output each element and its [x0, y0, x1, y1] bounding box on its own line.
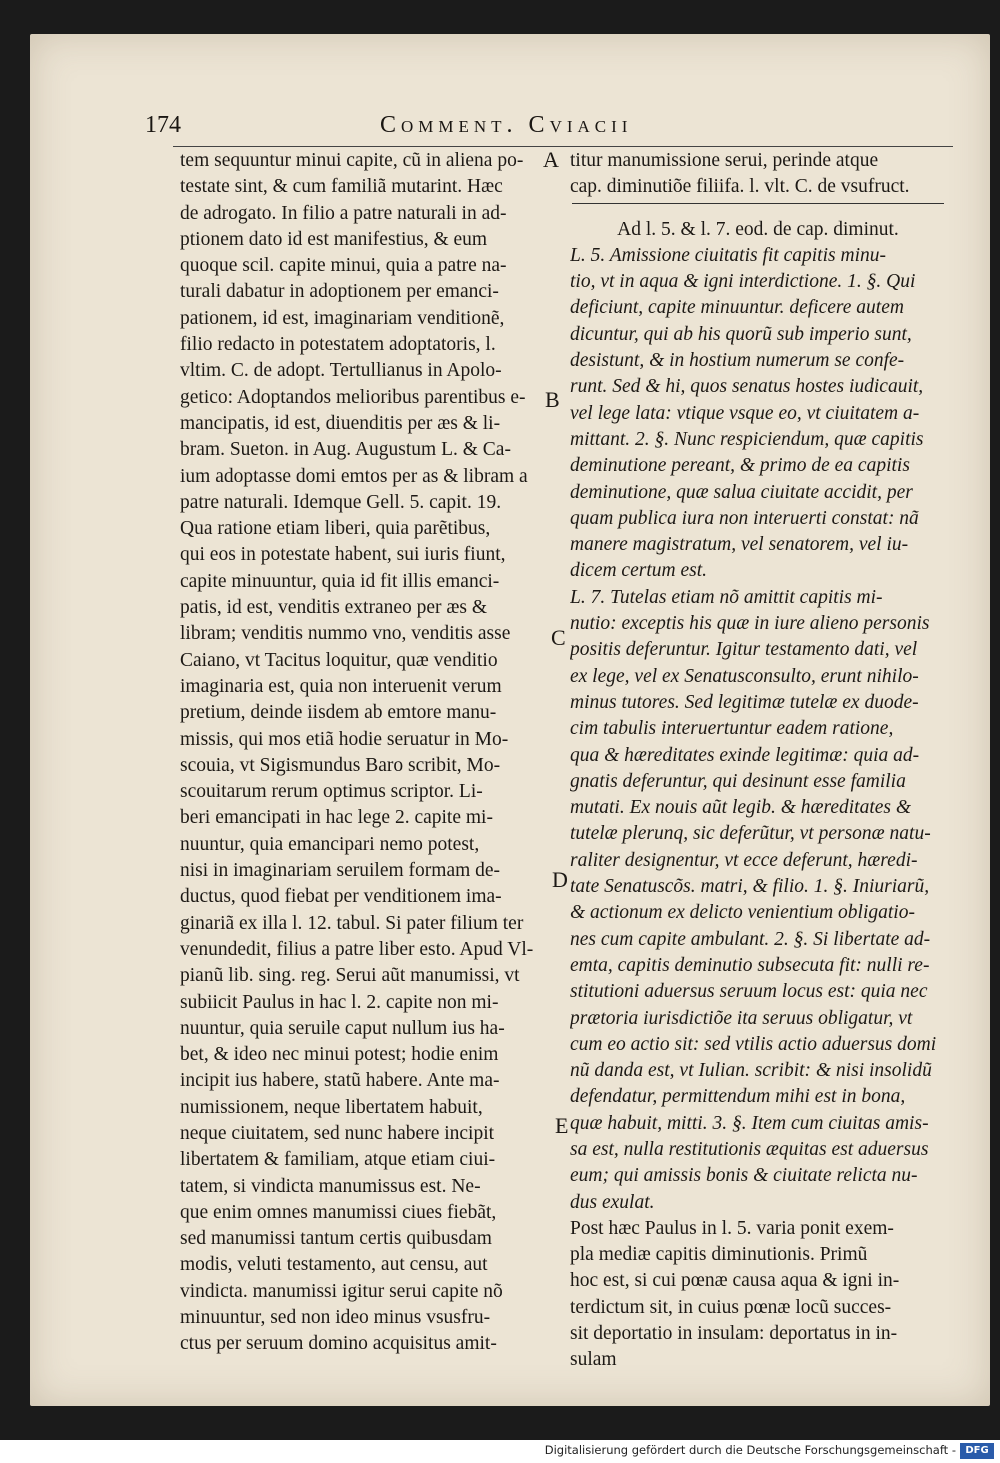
text-line: dicem certum est. — [570, 560, 707, 582]
text-line: nisi in imaginariam seruilem formam de- — [180, 860, 501, 882]
text-line: cim tabulis interuertuntur eadem ratione, — [570, 718, 894, 740]
margin-letter-b: B — [545, 387, 560, 412]
text-line: incipit ius habere, statũ habere. Ante ma- — [180, 1070, 500, 1092]
text-line: libertatem & familiam, atque etiam ciui- — [180, 1149, 496, 1171]
text-line: libram; venditis nummo vno, venditis asse — [180, 623, 511, 645]
header-rule — [173, 146, 953, 147]
text-line: scouitarum rerum optimus scriptor. Li- — [180, 781, 483, 803]
text-line: Caiano, vt Tacitus loquitur, quæ venditio — [180, 649, 498, 671]
text-line: tatem, si vindicta manumissus est. Ne- — [180, 1175, 481, 1197]
text-line: defendatur, permittendum mihi est in bona, — [570, 1086, 906, 1108]
margin-letter-c: C — [551, 625, 566, 650]
text-line: patis, id est, venditis extraneo per æs & — [180, 597, 488, 619]
text-line: nutio: exceptis his quæ in iure alieno personis — [570, 613, 930, 635]
text-line: getico: Adoptandos melioribus parentibus e- — [180, 386, 526, 408]
text-line: titur manumissione serui, perinde atque — [570, 150, 879, 171]
text-line: beri emancipati in hac lege 2. capite mi- — [180, 807, 493, 829]
text-line: ium adoptasse domi emtos per as & libram a — [180, 465, 528, 487]
text-line: quoque scil. capite minui, quia a patre na- — [180, 255, 507, 277]
text-line: vindicta. manumissi igitur serui capite nõ — [180, 1280, 503, 1302]
text-line: L. 5. Amissione ciuitatis fit capitis minu- — [570, 244, 886, 266]
text-line: venundedit, filius a patre liber esto. Apud Vl- — [180, 938, 534, 960]
text-line: nes cum capite ambulant. 2. §. Si libertate ad- — [570, 928, 931, 950]
text-line: tio, vt in aqua & igni interdictione. 1. §. Qui — [570, 271, 916, 293]
text-line: tate Senatuscõs. matri, & filio. 1. §. Iniuriarũ, — [570, 876, 930, 898]
text-line: pretium, deinde iisdem ab emtore manu- — [180, 702, 497, 724]
text-line: nuuntur, quia seruile caput nullum ius ha- — [180, 1017, 505, 1039]
text-line: bet, & ideo nec minui potest; hodie enim — [180, 1044, 499, 1066]
text-line: stitutioni aduersus seruum locus est: quia nec — [570, 981, 928, 1003]
text-line: neque ciuitatem, sed nunc habere incipit — [180, 1122, 495, 1144]
page-header — [145, 112, 945, 148]
running-title: Comment. Cviacii — [380, 112, 633, 138]
footer-bar — [0, 1440, 1000, 1463]
text-line: runt. Sed & hi, quos senatus hostes iudicauit, — [570, 376, 924, 398]
text-line: quam publica iura non interuerti constat: nã — [570, 507, 919, 529]
dfg-logo-icon: DFG — [960, 1443, 994, 1459]
text-line: sa est, nulla restitutionis æquitas est aduersus — [570, 1138, 929, 1160]
text-line: positis deferuntur. Igitur testamento dati, vel — [570, 639, 918, 661]
text-line: desistunt, & in hostium numerum se confe- — [570, 350, 905, 372]
text-line: manere magistratum, vel senatorem, vel iu- — [570, 534, 909, 556]
margin-letter-e: E — [555, 1113, 569, 1138]
footer-credit: Digitalisierung gefördert durch die Deutsche Forschungsgemeinschaft - — [544, 1443, 956, 1457]
text-line: capite minuuntur, quia id fit illis emanci- — [180, 570, 500, 592]
text-line: prætoria iurisdictiõe ita seruus obligatur, vt — [570, 1007, 913, 1029]
text-line: de adrogato. In filio a patre naturali in ad- — [180, 202, 507, 224]
text-line: numissionem, neque libertatem habuit, — [180, 1096, 483, 1118]
text-line: quæ habuit, mitti. 3. §. Item cum ciuitas amis- — [570, 1112, 929, 1134]
text-line: ductus, quod fiebat per venditionem ima- — [180, 886, 502, 908]
text-line: tem sequuntur minui capite, cũ in aliena po- — [180, 150, 524, 171]
text-line: ex lege, vel ex Senatusconsulto, erunt nihilo- — [570, 665, 919, 687]
text-line: mittant. 2. §. Nunc respiciendum, quæ capitis — [570, 428, 924, 450]
text-line: ctus per seruum domino acquisitus amit- — [180, 1333, 497, 1355]
text-line: Qua ratione etiam liberi, quia parẽtibus, — [180, 518, 491, 540]
text-line: testate sint, & cum familiã mutarint. Hæc — [180, 176, 503, 198]
text-line: que enim omnes manumissi ciues fiebãt, — [180, 1201, 497, 1223]
text-line: tutelæ plerunq, sic deferũtur, vt personæ natu- — [570, 823, 931, 845]
page-number: 174 — [145, 112, 181, 138]
text-line: terdictum sit, in cuius pœnæ locũ succes- — [570, 1296, 892, 1318]
text-line: scouia, vt Sigismundus Baro scribit, Mo- — [180, 754, 501, 776]
section-rule — [572, 203, 944, 204]
text-line: minuuntur, sed non ideo minus vsusfru- — [180, 1307, 491, 1329]
text-line: sulam — [570, 1349, 617, 1371]
text-line: L. 7. Tutelas etiam nõ amittit capitis mi- — [570, 586, 883, 608]
text-line: patre naturali. Idemque Gell. 5. capit. 19. — [180, 491, 502, 513]
text-line: imaginaria est, quia non interuenit verum — [180, 675, 502, 697]
text-line: deminutione pereant, & primo de ea capitis — [570, 455, 910, 477]
text-line: vltim. C. de adopt. Tertullianus in Apolo- — [180, 360, 502, 382]
text-line: sit deportatio in insulam: deportatus in in- — [570, 1323, 898, 1345]
text-line: raliter designentur, vt ecce deferunt, hæredi- — [570, 849, 918, 871]
text-line: gnatis deferuntur, qui desinunt esse familia — [570, 770, 906, 792]
margin-letter-d: D — [552, 867, 568, 892]
left-column — [180, 148, 542, 1358]
text-line: pla mediæ capitis diminutionis. Primũ — [570, 1244, 868, 1266]
text-line: bram. Sueton. in Aug. Augustum L. & Ca- — [180, 439, 511, 461]
text-line: missis, qui mos etiã hodie seruatur in Mo- — [180, 728, 509, 750]
text-line: cap. diminutiõe filiifa. l. vlt. C. de vsufruct. — [570, 176, 910, 198]
text-line: subiicit Paulus in hac l. 2. capite non mi- — [180, 991, 499, 1013]
text-line: minus tutores. Sed legitimæ tutelæ ex duode- — [570, 691, 919, 713]
text-line: qua & hæreditates exinde legitimæ: quia ad- — [570, 744, 920, 766]
text-line: dicuntur, qui ab his quorũ sub imperio sunt, — [570, 323, 912, 345]
right-column — [570, 148, 946, 1374]
text-line: ginariã ex illa l. 12. tabul. Si pater filium ter — [180, 912, 524, 934]
text-line: cum eo actio sit: sed vtilis actio aduersus domi — [570, 1033, 937, 1055]
text-line: deficiunt, capite minuuntur. deficere autem — [570, 297, 904, 319]
text-line: nuuntur, quia emancipari nemo potest, — [180, 833, 480, 855]
text-line: pianũ lib. sing. reg. Serui aũt manumissi, vt — [180, 965, 520, 987]
text-line: sed manumissi tantum certis quibusdam — [180, 1228, 492, 1250]
text-line: & actionum ex delicto venientium obligatio- — [570, 902, 915, 924]
text-line: modis, veluti testamento, aut censu, aut — [180, 1254, 488, 1276]
text-line: turali dabatur in adoptionem per emanci- — [180, 281, 499, 303]
text-line: mancipatis, id est, diuenditis per æs & li- — [180, 412, 501, 434]
text-line: emta, capitis deminutio subsecuta fit: nulli re- — [570, 954, 930, 976]
text-line: eum; qui amissis bonis & ciuitate relicta nu- — [570, 1165, 918, 1187]
text-line: qui eos in potestate habent, sui iuris fiunt, — [180, 544, 506, 566]
text-line: ptionem dato id est manifestius, & eum — [180, 228, 488, 250]
section-heading: Ad l. 5. & l. 7. eod. de cap. diminut. — [617, 218, 899, 240]
text-line: nũ danda est, vt Iulian. scribit: & nisi insolidũ — [570, 1060, 932, 1082]
text-line: dus exulat. — [570, 1191, 655, 1213]
text-line: Post hæc Paulus in l. 5. varia ponit exem- — [570, 1217, 894, 1239]
text-line: vel lege lata: vtique vsque eo, vt ciuitatem a- — [570, 402, 920, 424]
margin-letter-a: A — [543, 147, 559, 172]
text-line: filio redacto in potestatem adoptatoris, l. — [180, 334, 496, 356]
text-line: deminutione, quæ salua ciuitate accidit, per — [570, 481, 913, 503]
text-line: mutati. Ex nouis aũt legib. & hæreditates & — [570, 797, 912, 819]
text-line: hoc est, si cui pœnæ causa aqua & igni in- — [570, 1270, 900, 1292]
text-line: pationem, id est, imaginariam venditionẽ, — [180, 307, 505, 329]
